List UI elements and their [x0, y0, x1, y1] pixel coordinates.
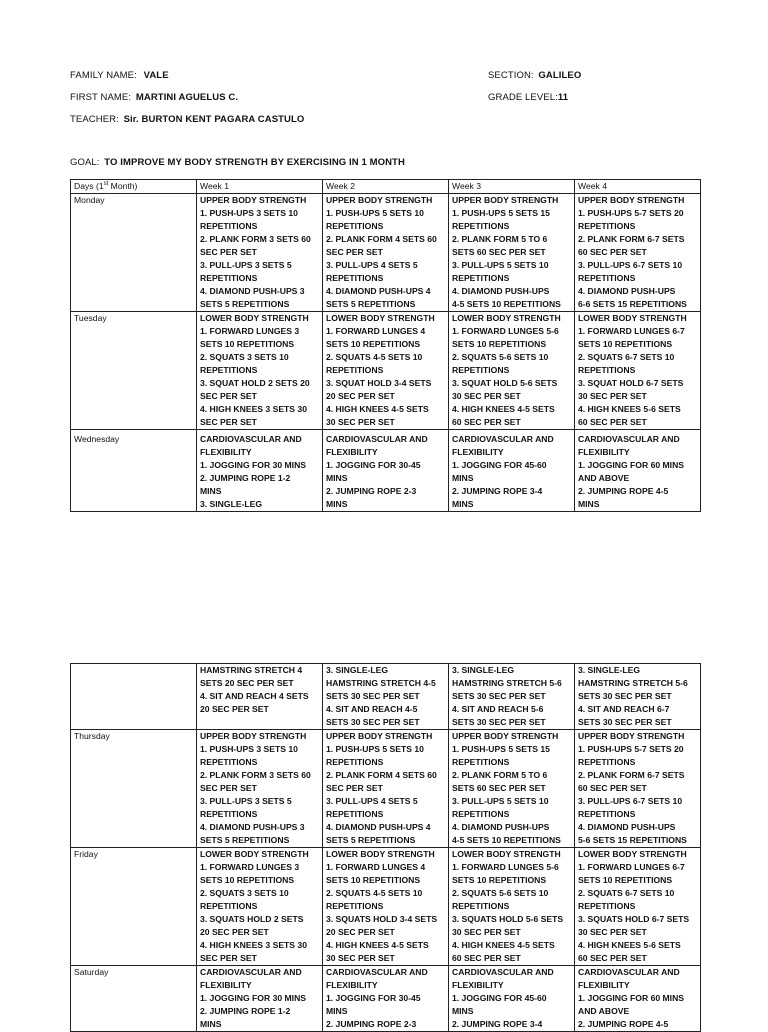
table-cell: LOWER BODY STRENGTH 1. FORWARD LUNGES 3 SETS 10 REPETITIONS 2. SQUATS 3 SETS 10 REPETITIONS 3. SQUAT HOLD 2 SETS 20 SEC PER SET 4. HIGH KNEES 3 SETS 30 SEC PER SET — [197, 312, 323, 430]
days-header-sup: st — [103, 181, 109, 188]
goal-value: TO IMPROVE MY BODY STRENGTH BY EXERCISING IN 1 MONTH — [104, 157, 405, 168]
table-cell: CARDIOVASCULAR AND FLEXIBILITY 1. JOGGING FOR 60 MINS AND ABOVE 2. JUMPING ROPE 4-5 — [575, 966, 701, 1032]
table-cell: UPPER BODY STRENGTH 1. PUSH-UPS 5-7 SETS 20 REPETITIONS 2. PLANK FORM 6-7 SETS 60 SEC PER SET 3. PULL-UPS 6-7 SETS 10 REPETITIONS 4. DIAMOND PUSH-UPS 6-6 SETS 15 REPETITIONS — [575, 194, 701, 312]
day-tuesday: Tuesday — [71, 312, 197, 430]
table-row — [71, 730, 701, 848]
section-value: GALILEO — [538, 70, 582, 81]
table-cell: 3. SINGLE-LEG HAMSTRING STRETCH 5-6 SETS 30 SEC PER SET 4. SIT AND REACH 5-6 SETS 30 SEC PER SET — [449, 664, 575, 730]
week-3-header: Week 3 — [449, 180, 575, 194]
table-cell: 3. SINGLE-LEG HAMSTRING STRETCH 4-5 SETS 30 SEC PER SET 4. SIT AND REACH 4-5 SETS 30 SEC PER SET — [323, 664, 449, 730]
table-row — [71, 664, 701, 730]
table-cell: CARDIOVASCULAR AND FLEXIBILITY 1. JOGGING FOR 30 MINS 2. JUMPING ROPE 1-2 MINS 3. SINGLE-LEG — [197, 430, 323, 512]
days-header-text: Days (1 — [74, 181, 104, 191]
table-cell: LOWER BODY STRENGTH 1. FORWARD LUNGES 3 SETS 10 REPETITIONS 2. SQUATS 3 SETS 10 REPETITIONS 3. SQUATS HOLD 2 SETS 20 SEC PER SET 4. HIGH KNEES 3 SETS 30 SEC PER SET — [197, 848, 323, 966]
table-cell: UPPER BODY STRENGTH 1. PUSH-UPS 5 SETS 15 REPETITIONS 2. PLANK FORM 5 TO 6 SETS 60 SEC PER SET 3. PULL-UPS 5 SETS 10 REPETITIONS 4. DIAMOND PUSH-UPS 4-5 SETS 10 REPETITIONS — [449, 194, 575, 312]
day-continued — [71, 664, 197, 730]
table-cell: UPPER BODY STRENGTH 1. PUSH-UPS 3 SETS 10 REPETITIONS 2. PLANK FORM 3 SETS 60 SEC PER SET 3. PULL-UPS 3 SETS 5 REPETITIONS 4. DIAMOND PUSH-UPS 3 SETS 5 REPETITIONS — [197, 194, 323, 312]
day-wednesday: Wednesday — [71, 430, 197, 512]
table-cell: LOWER BODY STRENGTH 1. FORWARD LUNGES 4 SETS 10 REPETITIONS 2. SQUATS 4-5 SETS 10 REPETITIONS 3. SQUAT HOLD 3-4 SETS 20 SEC PER SET 4. HIGH KNEES 4-5 SETS 30 SEC PER SET — [323, 312, 449, 430]
table-cell: UPPER BODY STRENGTH 1. PUSH-UPS 5-7 SETS 20 REPETITIONS 2. PLANK FORM 6-7 SETS 60 SEC PER SET 3. PULL-UPS 6-7 SETS 10 REPETITIONS 4. DIAMOND PUSH-UPS 5-6 SETS 15 REPETITIONS — [575, 730, 701, 848]
table-cell: UPPER BODY STRENGTH 1. PUSH-UPS 5 SETS 15 REPETITIONS 2. PLANK FORM 5 TO 6 SETS 60 SEC PER SET 3. PULL-UPS 5 SETS 10 REPETITIONS 4. DIAMOND PUSH-UPS 4-5 SETS 10 REPETITIONS — [449, 730, 575, 848]
table-row — [71, 966, 701, 1032]
table-row — [71, 312, 701, 430]
grade-value: 11 — [557, 92, 569, 103]
first-name-line — [70, 92, 238, 103]
day-saturday: Saturday — [71, 966, 197, 1032]
section-line — [488, 70, 581, 81]
week-1-header: Week 1 — [197, 180, 323, 194]
table-cell: LOWER BODY STRENGTH 1. FORWARD LUNGES 4 SETS 10 REPETITIONS 2. SQUATS 4-5 SETS 10 REPETITIONS 3. SQUATS HOLD 3-4 SETS 20 SEC PER SET 4. HIGH KNEES 4-5 SETS 30 SEC PER SET — [323, 848, 449, 966]
first-name-value: MARTINI AGUELUS C. — [135, 92, 239, 103]
table-cell: CARDIOVASCULAR AND FLEXIBILITY 1. JOGGING FOR 60 MINS AND ABOVE 2. JUMPING ROPE 4-5 MINS — [575, 430, 701, 512]
table-cell: CARDIOVASCULAR AND FLEXIBILITY 1. JOGGING FOR 30-45 MINS 2. JUMPING ROPE 2-3 — [323, 966, 449, 1032]
goal-line — [70, 157, 405, 168]
teacher-label: TEACHER: — [70, 114, 119, 125]
table-row — [71, 848, 701, 966]
workout-table-1 — [70, 179, 701, 512]
family-name-value: VALE — [143, 70, 169, 81]
table-row — [71, 430, 701, 512]
table-cell: CARDIOVASCULAR AND FLEXIBILITY 1. JOGGING FOR 45-60 MINS 2. JUMPING ROPE 3-4 — [449, 966, 575, 1032]
day-thursday: Thursday — [71, 730, 197, 848]
day-friday: Friday — [71, 848, 197, 966]
table-cell: LOWER BODY STRENGTH 1. FORWARD LUNGES 5-6 SETS 10 REPETITIONS 2. SQUATS 5-6 SETS 10 REPETITIONS 3. SQUAT HOLD 5-6 SETS 30 SEC PER SET 4. HIGH KNEES 4-5 SETS 60 SEC PER SET — [449, 312, 575, 430]
grade-line — [488, 92, 568, 103]
table-cell: LOWER BODY STRENGTH 1. FORWARD LUNGES 6-7 SETS 10 REPETITIONS 2. SQUATS 6-7 SETS 10 REPETITIONS 3. SQUATS HOLD 6-7 SETS 30 SEC PER SET 4. HIGH KNEES 5-6 SETS 60 SEC PER SET — [575, 848, 701, 966]
workout-table-2 — [70, 663, 701, 1032]
grade-label: GRADE LEVEL: — [488, 92, 558, 103]
week-4-header: Week 4 — [575, 180, 701, 194]
table-cell: LOWER BODY STRENGTH 1. FORWARD LUNGES 5-6 SETS 10 REPETITIONS 2. SQUATS 5-6 SETS 10 REPETITIONS 3. SQUATS HOLD 5-6 SETS 30 SEC PER SET 4. HIGH KNEES 4-5 SETS 60 SEC PER SET — [449, 848, 575, 966]
teacher-line — [70, 114, 304, 125]
table-cell: HAMSTRING STRETCH 4 SETS 20 SEC PER SET 4. SIT AND REACH 4 SETS 20 SEC PER SET — [197, 664, 323, 730]
table-cell: LOWER BODY STRENGTH 1. FORWARD LUNGES 6-7 SETS 10 REPETITIONS 2. SQUATS 6-7 SETS 10 REPETITIONS 3. SQUAT HOLD 6-7 SETS 30 SEC PER SET 4. HIGH KNEES 5-6 SETS 60 SEC PER SET — [575, 312, 701, 430]
family-name-label: FAMILY NAME: — [70, 70, 137, 81]
day-monday: Monday — [71, 194, 197, 312]
section-label: SECTION: — [488, 70, 534, 81]
table-row — [71, 194, 701, 312]
first-name-label: FIRST NAME: — [70, 92, 132, 103]
table-cell: 3. SINGLE-LEG HAMSTRING STRETCH 5-6 SETS 30 SEC PER SET 4. SIT AND REACH 6-7 SETS 30 SEC PER SET — [575, 664, 701, 730]
goal-label: GOAL: — [70, 157, 100, 168]
days-header-tail: Month) — [108, 181, 138, 191]
table-cell: UPPER BODY STRENGTH 1. PUSH-UPS 5 SETS 10 REPETITIONS 2. PLANK FORM 4 SETS 60 SEC PER SET 3. PULL-UPS 4 SETS 5 REPETITIONS 4. DIAMOND PUSH-UPS 4 SETS 5 REPETITIONS — [323, 194, 449, 312]
days-header — [71, 180, 197, 194]
teacher-value: Sir. BURTON KENT PAGARA CASTULO — [123, 114, 305, 125]
week-2-header: Week 2 — [323, 180, 449, 194]
table-cell: CARDIOVASCULAR AND FLEXIBILITY 1. JOGGING FOR 45-60 MINS 2. JUMPING ROPE 3-4 MINS — [449, 430, 575, 512]
table-cell: CARDIOVASCULAR AND FLEXIBILITY 1. JOGGING FOR 30-45 MINS 2. JUMPING ROPE 2-3 MINS — [323, 430, 449, 512]
table-cell: CARDIOVASCULAR AND FLEXIBILITY 1. JOGGING FOR 30 MINS 2. JUMPING ROPE 1-2 MINS — [197, 966, 323, 1032]
table-cell: UPPER BODY STRENGTH 1. PUSH-UPS 3 SETS 10 REPETITIONS 2. PLANK FORM 3 SETS 60 SEC PER SET 3. PULL-UPS 3 SETS 5 REPETITIONS 4. DIAMOND PUSH-UPS 3 SETS 5 REPETITIONS — [197, 730, 323, 848]
family-name-line — [70, 70, 169, 81]
table-cell: UPPER BODY STRENGTH 1. PUSH-UPS 5 SETS 10 REPETITIONS 2. PLANK FORM 4 SETS 60 SEC PER SET 3. PULL-UPS 4 SETS 5 REPETITIONS 4. DIAMOND PUSH-UPS 4 SETS 5 REPETITIONS — [323, 730, 449, 848]
table-header-row — [71, 180, 701, 194]
